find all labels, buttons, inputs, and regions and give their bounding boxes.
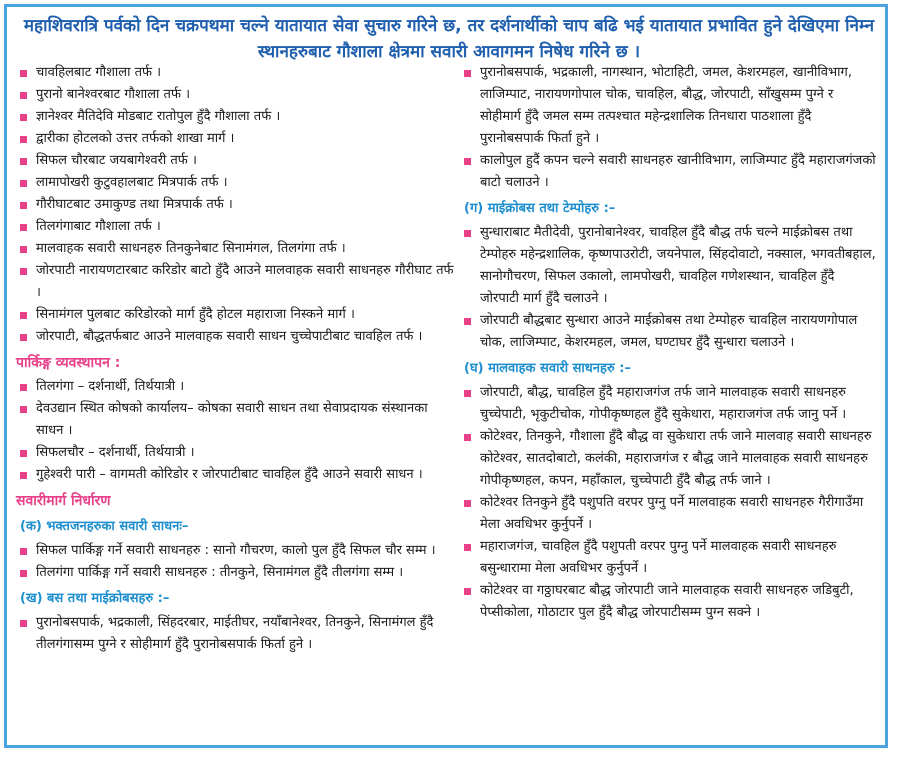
list-item: देवउद्यान स्थित कोषको कार्यालय– कोषका सवारी साधन तथा सेवाप्रदायक संस्थानका साधन । xyxy=(16,398,456,442)
list-item: सिफल पार्किङ्ग गर्ने सवारी साधनहरु : सानो गौचरण, कालो पुल हुँदै सिफल चौर सम्म । xyxy=(16,540,456,562)
list-item: जोरपाटी, बौद्ध, चावहिल हुँदै महाराजगंज तर्फ जाने मालवाहक सवारी साधनहरु चुच्चेपाटी, भृकुटीचोक, गोपीकृष्णहल हुँदै सुकेधारा, महाराजगंज तर्फ जानु पर्ने । xyxy=(460,382,876,426)
subheading-ka: (क) भक्तजनहरुका सवारी साधनः– xyxy=(20,519,189,534)
list-item: कोटेश्वर वा गठ्ठाघरबाट बौद्ध जोरपाटी जाने मालवाहक सवारी साधनहरु जडिबुटी, पेप्सीकोला, गोठाटार पुल हुँदै बौद्ध जोरपाटीसम्म पुग्न सक्ने । xyxy=(460,580,876,624)
right-column xyxy=(460,62,876,624)
list-item: कालोपुल हुदैं कपन चल्ने सवारी साधनहरु खानीविभाग, लाजिम्पाट हुँदै महाराजगंजको बाटो चलाउने । xyxy=(460,150,876,194)
subheading-ga: (ग) माईक्रोबस तथा टेम्पोहरु :– xyxy=(464,201,616,216)
list-item: सिफलचौर – दर्शनार्थी, तिर्थयात्री । xyxy=(16,442,456,464)
ga-list xyxy=(460,222,876,354)
list-item: ज्ञानेश्वर मैतिदेवि मोडबाट रातोपुल हुँदै गौशाला तर्फ । xyxy=(16,106,456,128)
list-item: कोटेश्वर, तिनकुने, गौशाला हुँदै बौद्ध वा सुकेधारा तर्फ जाने मालवाह सवारी साधनहरु कोटेश्वर, सातदोबाटो, कलंकी, महाराजगंज र बौद्ध जाने मालवाहक सवारी साधनहरु गोपीकृष्णहल, कपन, महाँकाल, चुच्चेपाटी हुँदै बौद्ध तर्फ जाने । xyxy=(460,426,876,492)
notice-title: महाशिवरात्रि पर्वको दिन चक्रपथमा चल्ने यातायात सेवा सुचारु गरिने छ, तर दर्शनार्थीको चाप बढि भई यातायात प्रभावित हुने देखिएमा निम्न स्थानहरुबाट गौशाला क्षेत्रमा सवारी आवागमन निषेध गरिने छ । xyxy=(23,16,875,62)
list-item: लामापोखरी कुटुवहालबाट मित्रपार्क तर्फ । xyxy=(16,172,456,194)
gha-list xyxy=(460,382,876,624)
left-column xyxy=(16,62,456,656)
list-item: जोरपाटी नारायणटारबाट करिडोर बाटो हुँदै आउने मालवाहक सवारी साधनहरु गौरीघाट तर्फ । xyxy=(16,260,456,304)
list-item: पुरानो बानेश्वरबाट गौशाला तर्फ । xyxy=(16,84,456,106)
list-item: गौरीघाटबाट उमाकुण्ड तथा मित्रपार्क तर्फ । xyxy=(16,194,456,216)
list-item: मालवाहक सवारी साधनहरु तिनकुनेबाट सिनामंगल, तिलगंगा तर्फ । xyxy=(16,238,456,260)
ka-list xyxy=(16,540,456,584)
list-item: जोरपाटी बौद्धबाट सुन्धारा आउने माईक्रोबस तथा टेम्पोहरु चावहिल नारायणगोपाल चोक, लाजिम्पाट, केशरमहल, जमल, घण्टाघर हुँदै सुन्धारा चलाउने । xyxy=(460,310,876,354)
list-item: कोटेश्वर तिनकुने हुँदै पशुपति वरपर पुग्नु पर्ने मालवाहक सवारी साधनहरु गैरीगाउँमा मेला अवधिभर कुर्नुपर्ने । xyxy=(460,492,876,536)
restricted-list xyxy=(16,62,456,348)
parking-heading: पार्किङ्ग व्यवस्थापन : xyxy=(16,355,121,371)
subheading-kha: (ख) बस तथा माईक्रोबसहरु :– xyxy=(20,591,170,606)
list-item: तिलगंगाबाट गौशाला तर्फ । xyxy=(16,216,456,238)
list-item: तिलगंगा पार्किङ्ग गर्ने सवारी साधनहरु : तीनकुने, सिनामंगल हुँदै तीलगंगा सम्म । xyxy=(16,562,456,584)
list-item: सिफल चौरबाट जयबागेश्वरी तर्फ । xyxy=(16,150,456,172)
list-item: चावहिलबाट गौशाला तर्फ । xyxy=(16,62,456,84)
list-item: सिनामंगल पुलबाट करिडोरको मार्ग हुँदै होटल महाराजा निस्कने मार्ग । xyxy=(16,304,456,326)
list-item: पुरानोबसपार्क, भद्रकाली, नागस्थान, भोटाहिटी, जमल, केशरमहल, खानीविभाग, लाजिम्पाट, नारायणगोपाल चोक, चावहिल, बौद्ध, जोरपाटी, साँखुसम्म पुग्ने र सोहीमार्ग हुँदै जमल सम्म तत्पश्चात महेन्द्रशालिक तिनधारा पाठशाला हुँदै पुरानोबसपार्क फिर्ता हुने । xyxy=(460,62,876,150)
route-heading: सवारीमार्ग निर्धारण xyxy=(16,493,111,509)
subheading-gha: (घ) मालवाहक सवारी साधनहरु :– xyxy=(464,361,631,376)
kha-list xyxy=(16,612,456,656)
list-item: महाराजगंज, चावहिल हुँदै पशुपती वरपर पुग्नु पर्ने मालवाहक सवारी साधनहरु बसुन्धारामा मेला अवधिभर कुर्नुपर्ने । xyxy=(460,536,876,580)
list-item: द्वारीका होटलको उत्तर तर्फको शाखा मार्ग । xyxy=(16,128,456,150)
list-item: तिलगंगा – दर्शनार्थी, तिर्थयात्री । xyxy=(16,376,456,398)
list-item: जोरपाटी, बौद्धतर्फबाट आउने मालवाहक सवारी साधन चुच्चेपाटीबाट चावहिल तर्फ । xyxy=(16,326,456,348)
list-item: सुन्धाराबाट मैतीदेवी, पुरानोबानेश्वर, चावहिल हुँदै बौद्ध तर्फ चल्ने माईक्रोबस तथा टेम्पोहरु महेन्द्रशालिक, कृष्णपाउरोटी, जयनेपाल, सिंहदोवाटो, नक्साल, भगवतीबहाल, सानोगौचरण, सिफल उकालो, लामपोखरी, चावहिल गणेशस्थान, चावहिल हुँदै जोरपाटी मार्ग हुँदै चलाउने । xyxy=(460,222,876,310)
list-item: गुहेश्वरी पारी – वागमती कोरिडोर र जोरपाटीबाट चावहिल हुँदै आउने सवारी साधन । xyxy=(16,464,456,486)
list-item: पुरानोबसपार्क, भद्रकाली, सिंहदरबार, माईतीघर, नयाँबानेश्वर, तिनकुने, सिनामंगल हुँदै तीलगंगासम्म पुग्ने र सोहीमार्ग हुँदै पुरानोबसपार्क फिर्ता हुने । xyxy=(16,612,456,656)
parking-list xyxy=(16,376,456,486)
kha-list-continued xyxy=(460,62,876,194)
